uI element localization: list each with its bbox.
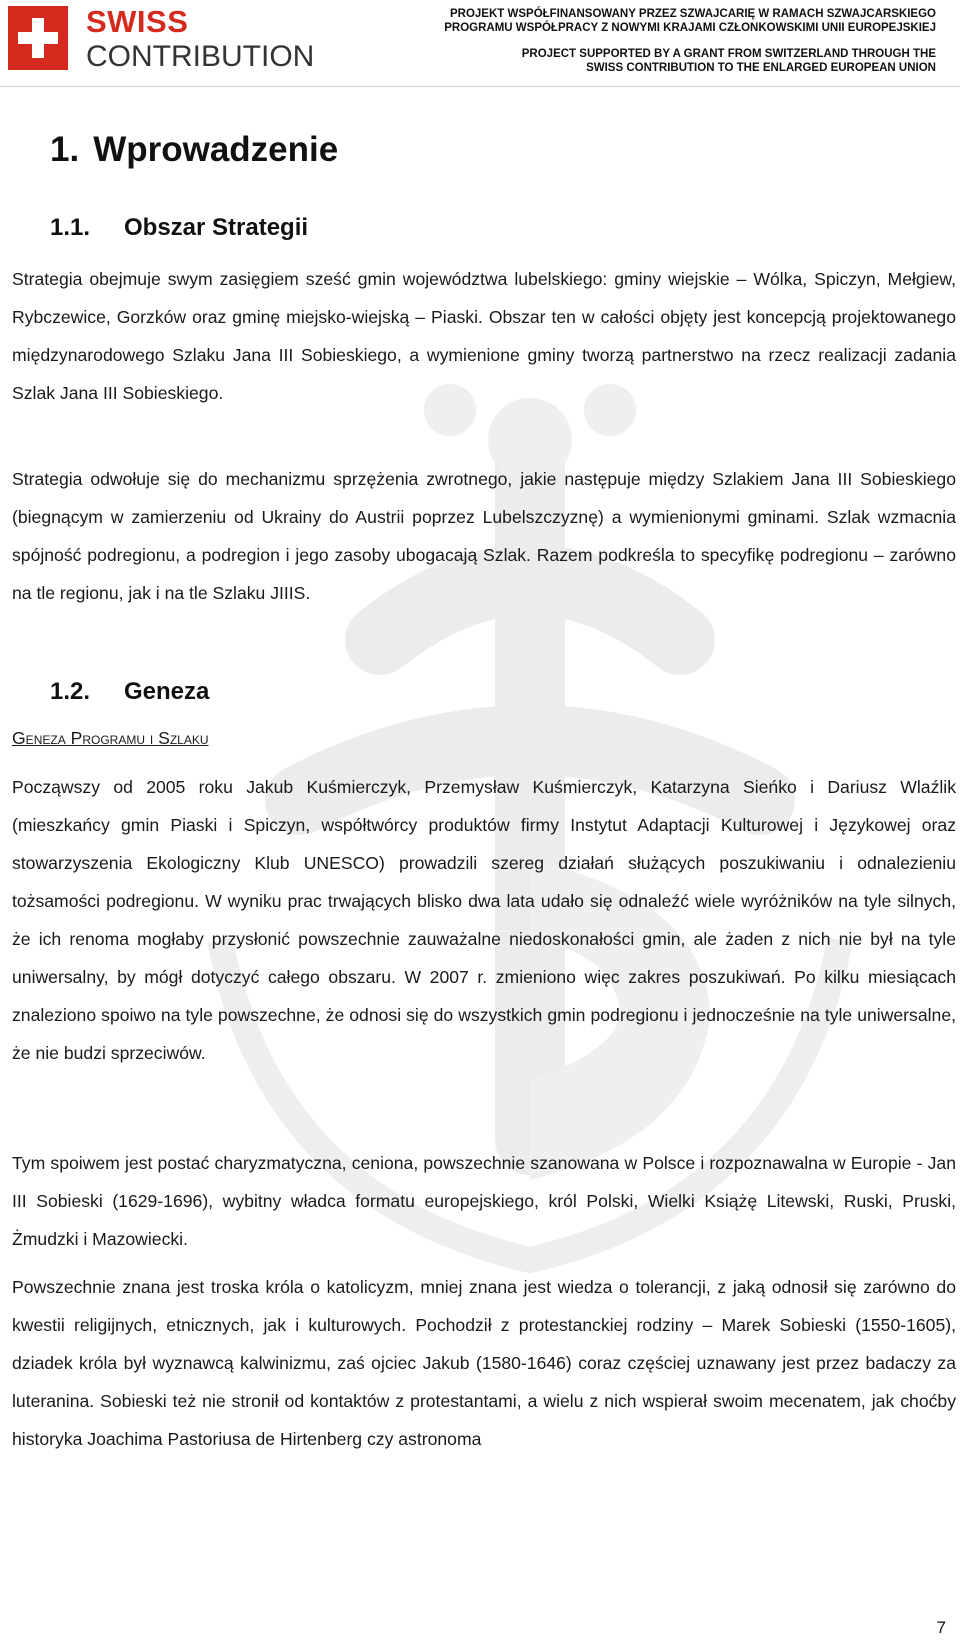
section-number: 1.1.	[50, 214, 91, 241]
page-number: 7	[936, 1618, 946, 1637]
swiss-contribution-logo	[8, 4, 315, 76]
chapter-title: Wprowadzenie	[93, 130, 339, 169]
header-line: PROJECT SUPPORTED BY A GRANT FROM SWITZERLAND THROUGH THE	[521, 48, 936, 60]
subsection-heading: Geneza Programu i Szlaku	[12, 728, 209, 748]
header-line: SWISS CONTRIBUTION TO THE ENLARGED EUROPEAN UNION	[586, 62, 936, 74]
header-polish-note	[444, 7, 936, 35]
paragraph: Strategia odwołuje się do mechanizmu sprzężenia zwrotnego, jakie następuje między Szlakiem Jana III Sobieskiego (biegnącym w zamierzeniu od Ukrainy do Austrii poprzez Lubelszczyznę) a wymienionymi gminami. Szlak wzmacnia spójność podregionu, a podregion i jego zasoby ubogacają Szlak. Razem podkreśla to specyfikę podregionu – zarówno na tle regionu, jak i na tle Szlaku JIIIS.	[12, 469, 956, 603]
section-title: Obszar Strategii	[124, 214, 309, 241]
page-header	[0, 0, 960, 88]
section-number: 1.2.	[50, 678, 91, 705]
paragraph: Tym spoiwem jest postać charyzmatyczna, ceniona, powszechnie szanowana w Polsce i rozpoznawalna w Europie - Jan III Sobieski (1629-1696), wybitny władca formatu europejskiego, król Polski, Wielki Książę Litewski, Ruski, Pruski, Żmudzki i Mazowiecki.	[12, 1153, 956, 1249]
section-heading	[50, 678, 209, 706]
section-heading	[50, 214, 308, 242]
header-line: PROJEKT WSPÓŁFINANSOWANY PRZEZ SZWAJCARIĘ W RAMACH SZWAJCARSKIEGO	[449, 8, 936, 20]
swiss-flag-icon	[8, 6, 68, 70]
chapter-heading	[50, 130, 338, 170]
logo-text-contribution: CONTRIBUTION	[86, 40, 315, 73]
header-english-note	[522, 47, 936, 75]
paragraph: Począwszy od 2005 roku Jakub Kuśmierczyk, Przemysław Kuśmierczyk, Katarzyna Sieńko i Dariusz Wlaźlik (mieszkańcy gmin Piaski i Spiczyn, współtwórcy produktów firmy Instytut Adaptacji Kulturowej i Językowej oraz stowarzyszenia Ekologiczny Klub UNESCO) prowadzili szereg działań służących poszukiwaniu i odnalezieniu tożsamości podregionu. W wyniku prac trwających blisko dwa lata udało się odnaleźć wiele wyróżników na tyle silnych, że ich renoma mogłaby przysłonić powszechnie zauważalne niedoskonałości gmin, ale żaden z nich nie był na tyle uniwersalny, by mógł dotyczyć całego obszaru. W 2007 r. zmieniono więc zakres poszukiwań. Po kilku miesiącach znaleziono spoiwo na tyle powszechne, że odnosi się do wszystkich gmin podregionu i jednocześnie na tyle uniwersalne, że nie budzi sprzeciwów.	[12, 777, 956, 1063]
section-title: Geneza	[124, 678, 210, 705]
header-divider	[0, 86, 960, 87]
logo-text-swiss: SWISS	[86, 4, 189, 39]
chapter-number: 1.	[50, 130, 80, 169]
header-line: PROGRAMU WSPÓŁPRACY Z NOWYMI KRAJAMI CZŁONKOWSKIMI UNII EUROPEJSKIEJ	[444, 22, 936, 34]
paragraph: Powszechnie znana jest troska króla o katolicyzm, mniej znana jest wiedza o tolerancji, z jaką odnosił się zarówno do kwestii religijnych, etnicznych, jak i kulturowych. Pochodził z protestanckiej rodziny – Marek Sobieski (1550-1605), dziadek króla był wyznawcą kalwinizmu, zaś ojciec Jakub (1580-1646) coraz częściej uznawany jest przez badaczy za luteranina. Sobieski też nie stronił od kontaktów z protestantami, a wielu z nich wspierał swoim mecenatem, jak choćby historyka Joachima Pastoriusa de Hirtenberg czy astronoma	[12, 1277, 956, 1449]
paragraph: Strategia obejmuje swym zasięgiem sześć gmin województwa lubelskiego: gminy wiejskie – Wólka, Spiczyn, Mełgiew, Rybczewice, Gorzków oraz gminę miejsko-wiejską – Piaski. Obszar ten w całości objęty jest koncepcją projektowanego międzynarodowego Szlaku Jana III Sobieskiego, a wymienione gminy tworzą partnerstwo na rzecz realizacji zadania Szlak Jana III Sobieskiego.	[12, 269, 956, 403]
